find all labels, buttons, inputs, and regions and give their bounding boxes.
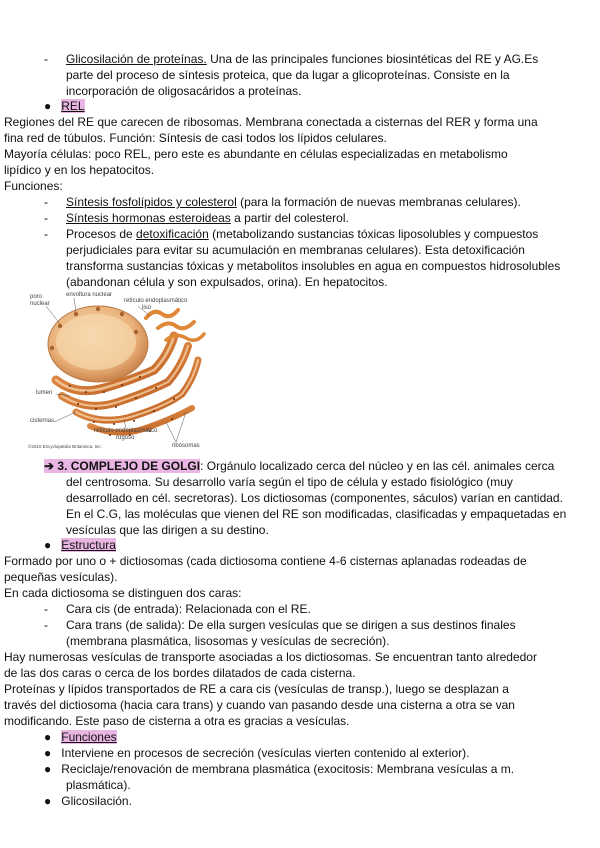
label-rer-2: rugoso	[116, 435, 135, 441]
structure-line-3: En cada dictiosoma se distinguen dos caras:	[4, 586, 242, 600]
label-rer-1: retículo endoplasmático	[94, 428, 158, 434]
function-item-2-line-2: plasmática).	[66, 778, 131, 792]
golgi-intro-line-4: En el C.G, las moléculas que vienen del RE son modificadas, clasificadas y empaquetadas en	[66, 507, 567, 521]
figure-credit: ©2010 Encyclopædia Britannica, Inc.	[28, 444, 102, 449]
rel-function-3-line-1: Procesos de detoxificación (metabolizando sustancias tóxicas liposolubles y compuestos	[66, 227, 539, 241]
rel-para-1-line-2: fina red de túbulos. Función: Síntesis de casi todos los lípidos celulares.	[4, 131, 387, 145]
smooth-er-tubule-1	[146, 310, 178, 318]
label-poro: poro	[30, 294, 43, 300]
transport-line-4: través del dictiosoma (hacia cara trans) y cuando van pasando desde una cisterna a otra se van	[4, 698, 515, 712]
glycosylation-item-line-1: Glicosilación de proteínas. Una de las principales funciones biosintéticas del RE y AG.Es	[66, 52, 539, 66]
rel-function-3-line-3: transforma sustancias tóxicas y metabolitos insolubles en agua en compuestos hidrosolubles	[66, 259, 561, 273]
transport-line-5: modificando. Este paso de cisterna a otra es gracias a vesículas.	[4, 714, 350, 728]
rel-functions-label: Funciones:	[4, 179, 63, 193]
function-item-3: ● Glicosilación.	[44, 794, 132, 808]
rel-para-1-line-1: Regiones del RE que carecen de ribosomas. Membrana conectada a cisternas del RER y forma una	[4, 115, 538, 129]
face-cis: Cara cis (de entrada): Relacionada con el RE.	[66, 602, 311, 616]
golgi-intro-line-5: vesículas que las dirigen a su destino.	[66, 523, 269, 537]
label-rel-1: retículo endoplasmático	[124, 298, 188, 304]
smooth-er-tubule-2	[158, 322, 194, 328]
glycosylation-item-line-2: parte del proceso de síntesis proteica, que da lugar a glicoproteínas. Consiste en la	[66, 68, 510, 82]
golgi-intro-line-2: del centrosoma. Su desarrollo varía según el tipo de célula y estado fisiológico (muy	[66, 475, 513, 489]
rel-heading: ● REL	[44, 99, 85, 113]
structure-heading: ● Estructura	[44, 538, 116, 552]
transport-line-3: Proteínas y lípidos transportados de RE a cara cis (vesículas de transp.), luego se desplazan a	[4, 682, 509, 696]
list-dash: -	[44, 618, 48, 632]
nucleus-inner	[56, 314, 136, 370]
face-trans-line-1: Cara trans (de salida): De ella surgen vesículas que se dirigen a sus destinos finales	[66, 618, 516, 632]
structure-line-2: pequeñas vesículas).	[4, 570, 118, 584]
face-trans-line-2: (membrana plasmática, lisosomas y vesículas de secreción).	[66, 634, 390, 648]
rel-function-1: Síntesis fosfolípidos y colesterol (para la formación de nuevas membranas celulares).	[66, 195, 521, 209]
label-cisternas: cisternas	[30, 418, 55, 424]
rel-para-2-line-2: lipídico y en los hepatocitos.	[4, 163, 155, 177]
list-dash: -	[44, 195, 48, 209]
list-dash: -	[44, 602, 48, 616]
rel-function-3-line-2: perjudiciales para evitar su acumulación en membranas celulares). Esta detoxificación	[66, 243, 525, 257]
list-dash: -	[44, 52, 48, 66]
golgi-heading-line: ➔ 3. COMPLEJO DE GOLGI: Orgánulo localizado cerca del núcleo y en las cél. animales cerca	[44, 459, 555, 473]
functions-heading: ● Funciones	[44, 730, 117, 744]
transport-line-1: Hay numerosas vesículas de transporte asociadas a los dictiosomas. Se encuentran tanto alrededor	[4, 650, 537, 664]
label-ribosomas: ribosomas	[172, 443, 200, 449]
transport-line-2: de las dos caras o cerca de los bordes dilatados de cada cisterna.	[4, 666, 356, 680]
glycosylation-term: Glicosilación de proteínas.	[66, 52, 207, 66]
golgi-heading: ➔ 3. COMPLEJO DE GOLGI	[44, 459, 201, 473]
list-dash: -	[44, 227, 48, 241]
er-illustration	[26, 292, 210, 452]
label-rel-2: liso	[142, 305, 152, 311]
function-item-1: ● Interviene en procesos de secreción (vesículas vierten contenido al exterior).	[44, 746, 470, 760]
list-dash: -	[44, 211, 48, 225]
label-nuclear: nuclear	[30, 301, 50, 307]
rel-para-2-line-1: Mayoría células: poco REL, pero este es abundante en células especializadas en metabolismo	[4, 147, 508, 161]
golgi-intro-line-3: desarrollado en cél. secretoras). Los dictiosomas (componentes, sáculos) varían en cantidad.	[66, 491, 563, 505]
label-lumen: lumen	[36, 390, 53, 396]
label-envoltura-nuclear: envoltura nuclear	[66, 292, 113, 298]
rel-function-3-line-4: (abandonan célula y son expulsados, orina). En hepatocitos.	[66, 275, 388, 289]
arrow-icon: ➔	[44, 459, 55, 473]
glycosylation-item-line-3: incorporación de oligosacáridos a proteínas.	[66, 84, 302, 98]
rel-function-2: Síntesis hormonas esteroideas a partir del colesterol.	[66, 211, 349, 225]
function-item-2-line-1: ● Reciclaje/renovación de membrana plasmática (exocitosis: Membrana vesículas a m.	[44, 762, 515, 776]
structure-line-1: Formado por uno o + dictiosomas (cada dictiosoma contiene 4-6 cisternas aplanadas rodeadas de	[4, 554, 527, 568]
